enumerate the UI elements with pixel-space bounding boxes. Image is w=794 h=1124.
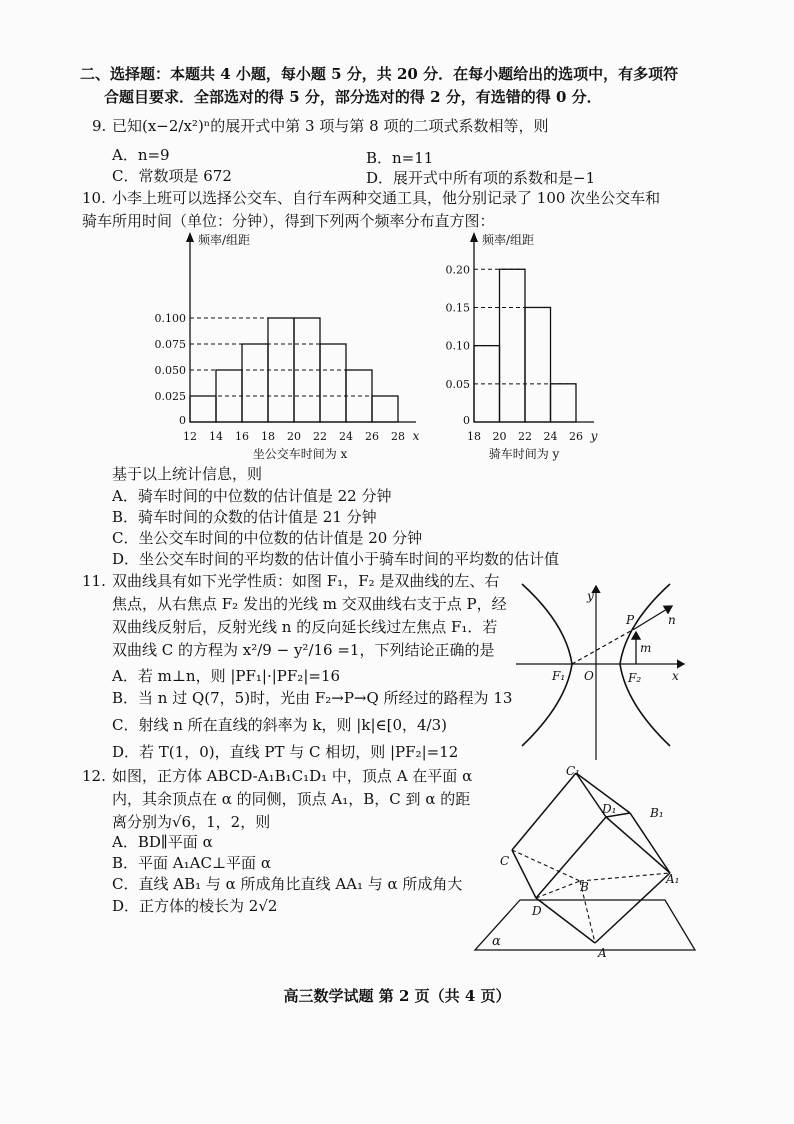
histogram-bar <box>525 307 551 422</box>
x-tick-label: 12 <box>183 430 197 443</box>
label-alpha: α <box>492 934 501 949</box>
histogram-bar <box>242 344 268 422</box>
label-m: m <box>640 641 652 655</box>
label-b1: B₁ <box>650 806 664 820</box>
x-axis-label: 骑车时间为 y <box>488 447 560 461</box>
y-tick-label: 0.025 <box>154 390 186 403</box>
question-10-number: 10. <box>82 189 106 207</box>
question-12-line1: 如图，正方体 ABCD-A₁B₁C₁D₁ 中，顶点 A 在平面 α <box>112 767 473 785</box>
question-11-option-b: B．当 n 过 Q(7，5)时，光由 F₂→P→Q 所经过的路程为 13 <box>112 689 513 707</box>
histogram-bar <box>372 396 398 422</box>
y-tick-label: 0.075 <box>154 338 186 351</box>
x-tick-label: 20 <box>492 430 507 443</box>
question-11-line4: 双曲线 C 的方程为 x²/9 − y²/16 =1，下列结论正确的是 <box>112 641 495 659</box>
hyperbola-right-branch <box>620 584 670 746</box>
label-f2: F₂ <box>628 671 642 685</box>
label-n: n <box>668 613 676 627</box>
x-axis-label: 坐公交车时间为 x <box>252 447 348 461</box>
x-tick-label: 18 <box>261 430 275 443</box>
question-10-option-c: C．坐公交车时间的中位数的估计值是 20 分钟 <box>112 529 423 547</box>
question-9-stem: 已知(x−2/x²)ⁿ的展开式中第 3 项与第 8 项的二项式系数相等，则 <box>112 117 549 135</box>
label-f1: F₁ <box>552 669 566 683</box>
label-y: y <box>587 589 594 603</box>
question-11-option-a: A．若 m⊥n，则 |PF₁|·|PF₂|=16 <box>112 667 341 685</box>
label-d1: D₁ <box>602 802 617 816</box>
question-11-option-c: C．射线 n 所在直线的斜率为 k，则 |k|∈[0，4/3) <box>112 716 447 734</box>
y-tick-label: 0.10 <box>445 339 470 353</box>
question-9-number: 9. <box>92 117 107 135</box>
y-tick-label: 0.05 <box>445 377 470 391</box>
bike-time-histogram <box>440 228 610 463</box>
y-axis-label: 频率/组距 <box>482 233 535 247</box>
label-a: A <box>598 946 607 960</box>
question-10-option-b: B．骑车时间的众数的估计值是 21 分钟 <box>112 508 377 526</box>
question-12-number: 12. <box>82 767 106 785</box>
cube-on-plane-diagram <box>470 765 710 965</box>
question-10-option-d: D．坐公交车时间的平均数的估计值小于骑车时间的平均数的估计值 <box>112 550 560 568</box>
x-axis-symbol: y <box>590 429 598 443</box>
plane-alpha <box>475 900 695 950</box>
label-c1: C₁ <box>566 765 580 778</box>
question-9-option-c: C．常数项是 672 <box>112 167 232 185</box>
ray-n <box>636 606 672 628</box>
histogram-bar <box>500 269 526 422</box>
y-tick-label: 0.100 <box>154 312 186 325</box>
question-12-option-c: C．直线 AB₁ 与 α 所成角比直线 AA₁ 与 α 所成角大 <box>112 875 463 893</box>
question-11-line3: 双曲线反射后，反射光线 n 的反向延长线过左焦点 F₁．若 <box>112 618 498 636</box>
question-9-option-b: B．n=11 <box>366 149 434 167</box>
x-tick-label: 24 <box>543 430 558 443</box>
label-b: B <box>580 880 589 894</box>
label-o: O <box>584 669 594 683</box>
bus-time-histogram <box>140 228 430 463</box>
label-a1: A₁ <box>666 872 680 886</box>
y-axis-arrow <box>470 232 478 242</box>
label-x: x <box>672 669 679 683</box>
label-p: P <box>626 613 635 627</box>
y-tick-label: 0.20 <box>445 263 470 277</box>
histogram-bar <box>551 384 577 422</box>
label-d: D <box>532 904 542 918</box>
origin-label: 0 <box>179 414 186 427</box>
y-axis-arrow <box>186 232 194 242</box>
x-tick-label: 14 <box>209 430 223 443</box>
y-tick-label: 0.050 <box>154 364 186 377</box>
y-axis-label: 频率/组距 <box>198 233 251 247</box>
x-tick-label: 24 <box>339 430 353 443</box>
question-11-option-d: D．若 T(1，0)，直线 PT 与 C 相切，则 |PF₂|=12 <box>112 743 459 761</box>
section-instruction-line1: 二、选择题：本题共 4 小题，每小题 5 分，共 20 分．在每小题给出的选项中，有多项符 <box>80 65 679 83</box>
x-axis-symbol: x <box>412 429 420 443</box>
label-c: C <box>500 854 510 868</box>
question-12-option-b: B．平面 A₁AC⊥平面 α <box>112 854 271 872</box>
question-12-line2: 内，其余顶点在 α 的同侧，顶点 A₁，B，C 到 α 的距 <box>112 790 471 808</box>
question-11-line1: 双曲线具有如下光学性质：如图 F₁，F₂ 是双曲线的左、右 <box>112 572 500 590</box>
question-9-option-a: A．n=9 <box>112 146 170 164</box>
question-10-lead: 基于以上统计信息，则 <box>112 465 263 483</box>
x-tick-label: 20 <box>287 430 301 443</box>
histogram-bar <box>320 344 346 422</box>
origin-label: 0 <box>463 414 470 427</box>
hyperbola-left-branch <box>522 584 572 746</box>
question-12-line3: 离分别为√6，1，2，则 <box>112 813 271 831</box>
dashed-line-f1-p <box>572 628 636 664</box>
question-12-option-d: D．正方体的棱长为 2√2 <box>112 897 278 915</box>
x-tick-label: 16 <box>235 430 249 443</box>
question-10-option-a: A．骑车时间的中位数的估计值是 22 分钟 <box>112 487 392 505</box>
hyperbola-diagram <box>512 580 692 765</box>
x-tick-label: 26 <box>569 430 583 443</box>
page-footer: 高三数学试题 第 2 页（共 4 页） <box>283 987 511 1005</box>
question-11-line2: 焦点，从右焦点 F₂ 发出的光线 m 交双曲线右支于点 P，经 <box>112 595 507 613</box>
x-tick-label: 28 <box>391 430 405 443</box>
question-12-option-a: A．BD∥平面 α <box>112 833 213 851</box>
x-tick-label: 22 <box>518 430 532 443</box>
y-tick-label: 0.15 <box>445 301 470 315</box>
histogram-bar <box>190 396 216 422</box>
x-tick-label: 18 <box>467 430 481 443</box>
question-9-option-d: D．展开式中所有项的系数和是−1 <box>366 169 596 187</box>
question-11-number: 11. <box>82 572 106 590</box>
x-tick-label: 26 <box>365 430 379 443</box>
section-instruction-line2: 合题目要求．全部选对的得 5 分，部分选对的得 2 分，有选错的得 0 分． <box>104 88 602 106</box>
question-10-stem-line2: 骑车所用时间（单位：分钟），得到下列两个频率分布直方图： <box>82 212 495 230</box>
x-tick-label: 22 <box>313 430 327 443</box>
question-10-stem-line1: 小李上班可以选择公交车、自行车两种交通工具，他分别记录了 100 次坐公交车和 <box>112 189 661 207</box>
